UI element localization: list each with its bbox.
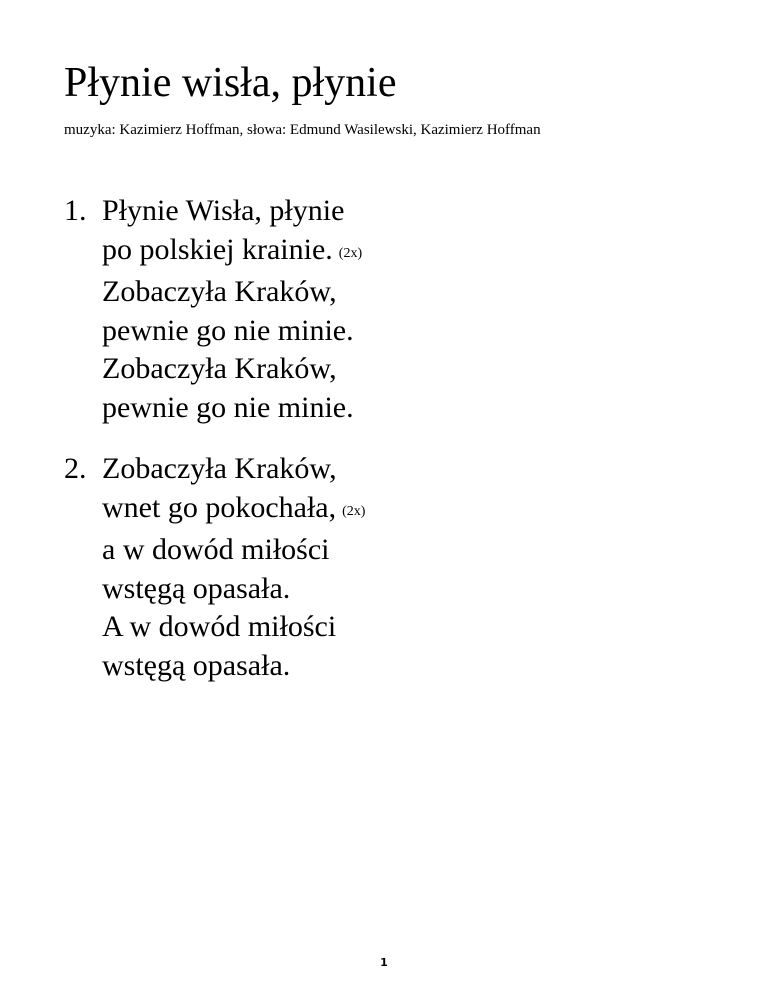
lyric-line: Zobaczyła Kraków, — [102, 452, 337, 485]
lyric-line: Zobaczyła Kraków, — [102, 275, 337, 308]
repeat-mark: (2x) — [338, 245, 363, 261]
repeat-mark: (2x) — [342, 503, 366, 519]
lyric-line: po polskiej krainie. (2x) — [102, 232, 363, 266]
lyric-line: pewnie go nie minie. — [102, 313, 354, 347]
lyric-line: Zobaczyła Kraków, — [102, 352, 337, 385]
lyric-line: pewnie go nie minie. — [102, 390, 354, 424]
song-title: Płynie wisła, płynie — [64, 60, 397, 106]
verse-number: 1. — [64, 194, 87, 227]
lyric-line: A w dowód miłości — [102, 610, 337, 643]
verse-lines — [102, 450, 365, 685]
song-credits: muzyka: Kazimierz Hoffman, słowa: Edmund Wasilewski, Kazimierz Hoffman — [64, 122, 541, 138]
lyric-line: wstęgą opasała. — [102, 648, 291, 682]
lyric-line: a w dowód miłości — [102, 533, 330, 566]
verse-lines — [102, 192, 362, 427]
verse-number: 2. — [64, 452, 87, 485]
lyric-line: wstęgą opasała. — [102, 571, 291, 605]
lyric-line: Płynie Wisła, płynie — [102, 194, 345, 227]
lyric-line: wnet go pokochała, (2x) — [102, 490, 366, 524]
page-number: 1 — [380, 956, 388, 969]
